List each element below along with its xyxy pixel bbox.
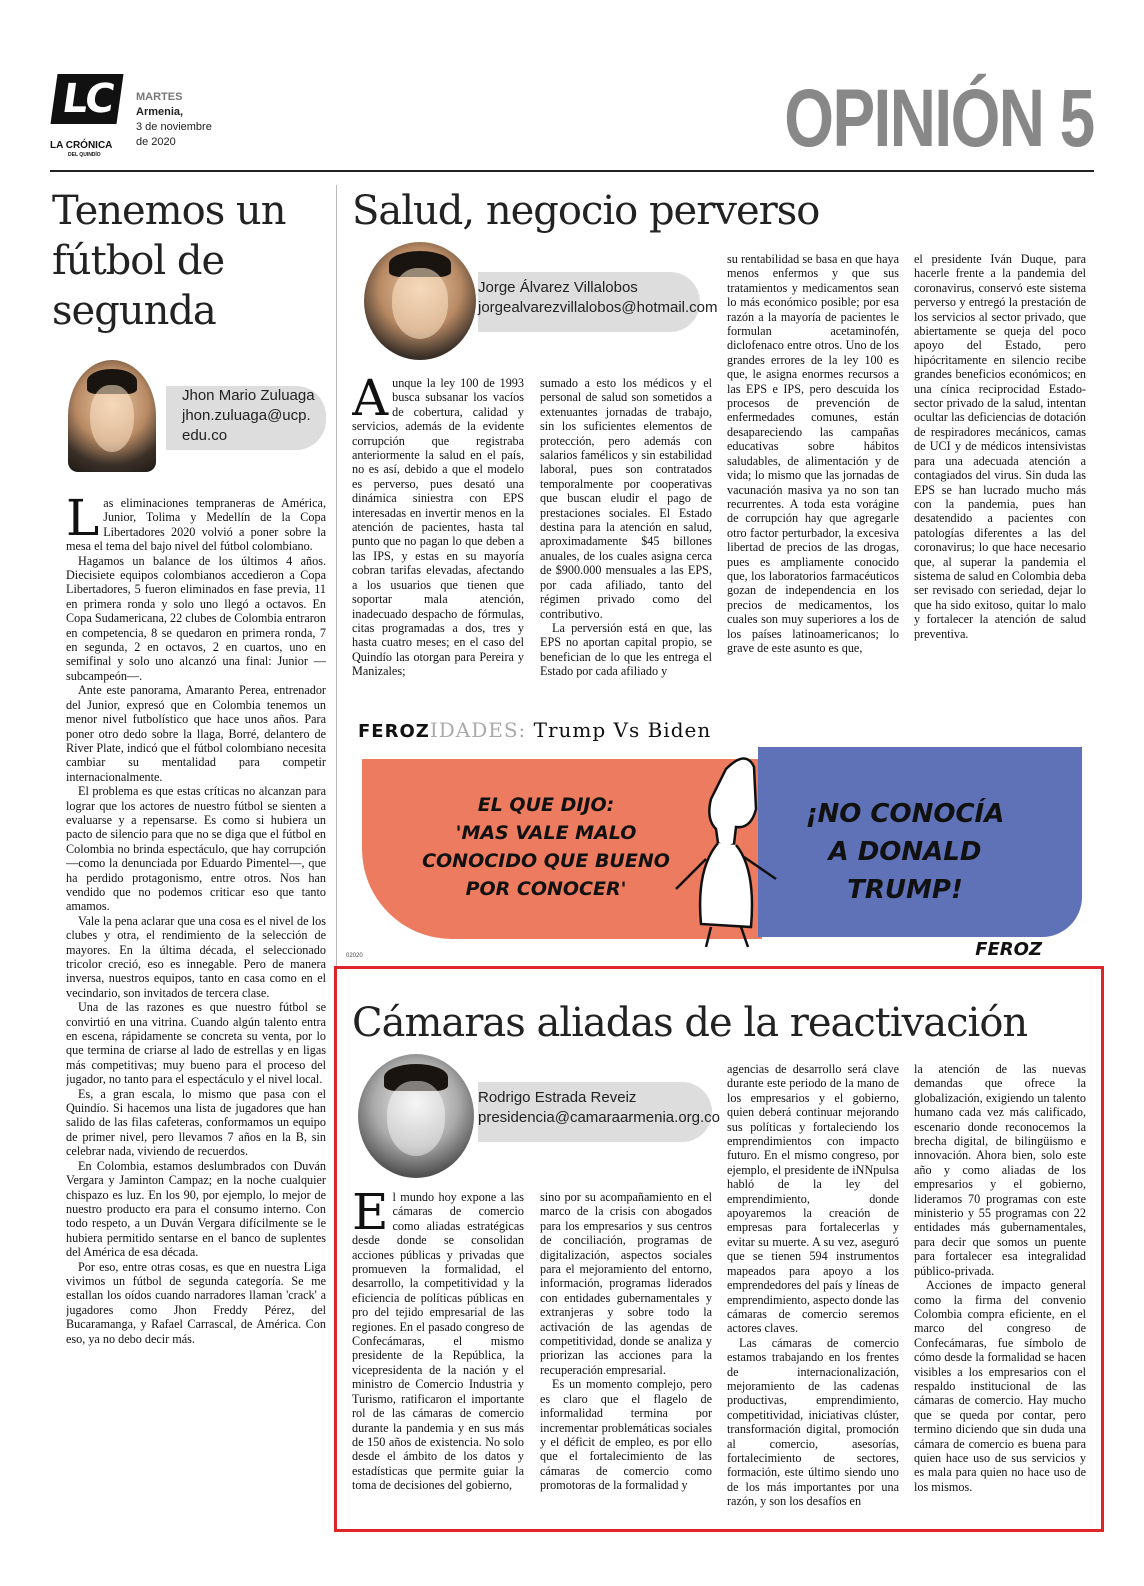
paragraph: sumado a esto los médicos y el personal de salud son sometidos a extenuantes jornadas de trabajo, sin los suficientes elementos de protección, pero además con salarios famélicos y sin estabilidad laboral, pues son contratados temporalmente por cooperativas que buscan eludir el pago de prestaciones sociales. El Estado destina para la atención en salud, aproximadamente $45 billones anuales, de los cuales asigna cerca de $900.000 mensuales a las EPS, por cada afiliado, tanto del régimen privado como del contributivo. [540,376,712,621]
face-shape [90,385,134,452]
article-top-col1 [352,376,524,701]
dateline-year: de 2020 [136,136,176,148]
article-top-headline: Salud, negocio perverso [352,188,820,234]
dropcap: L [66,496,100,547]
article-top-col2 [540,376,712,701]
paragraph: su rentabilidad se basa en que haya menos enfermos y que sus tratamientos y medicamentos sean lo más económico posible; por esa razón a la mayoría de pacientes le formulan acetaminofén, diclofenaco entre otros. Uno de los grandes errores de la ley 100 es que, le asigna enormes recursos a las EPS e IPS, pero descuida los procesos de prevención de enfermedades comunes, están desapareciendo las campañas educativas sobre hábitos saludables, de alimentación y de vida; lo mismo que las jornadas de vacunación masiva ya no son tan recurrentes. A toda esta vorágine de corrupción hay que agregarle otro factor perturbador, la excesiva libertad de precios de las drogas, pues es ampliamente conocido que, los laboratorios farmacéuticos gozan de independencia en los precios de medicamentos, los cuales son muy superiores a los de los países latinoamericanos; lo grave de este asunto es que, [727,252,899,655]
paragraph: El mundo hoy expone a las cámaras de comercio como aliadas estratégicas desde donde se consolidan acciones públicas y privadas que promueven la formalidad, el desarrollo, la competitividad y la eficiencia de políticas públicas en pro del tejido empresarial de las regiones. En el pasado congreso de Confecámaras, el mismo presidente de la República, la vicepresidenta de la nación y el ministro de Comercio Industria y Turismo, ratificaron el importante rol de las cámaras de comercio durante la pandemia y en sus más de 150 años de existencia. No solo desde el ámbito de los datos y estadísticas que permite guiar la toma de decisiones del gobierno, [352,1190,524,1493]
author-email: jorgealvarezvillalobos@hotmail.com [478,299,718,316]
cartoon-left-text: EL QUE DIJO: 'MAS VALE MALO CONOCIDO QUE BUENO POR CONOCER' [422,794,670,900]
newspaper-logo [54,74,120,136]
face-shape [392,268,448,339]
paragraph: Ante este panorama, Amaranto Perea, entrenador del Junior, expresó que en Colombia tenemos un menor nivel futbolístico que hace unos años. Para poner otro dedo sobre la llaga, Borré, delantero de River Plate, indicó que el fútbol colombiano necesita cambiar su mentalidad para competir internacionalmente. [66,683,326,784]
masthead-rule [50,170,1094,172]
section-title: OPINIÓN 5 [784,73,1094,164]
author-box-zuluaga [166,386,326,450]
article-bottom-col4 [914,1062,1086,1520]
author-photo-alvarez [364,242,476,360]
cartoon-topic: Trump Vs Biden [533,718,712,742]
author-box-alvarez [478,272,718,332]
paragraph: El problema es que estas críticas no alcanzan para lograr que los actores de nuestro fútbol se sienten a evaluarse y a repensarse. Es como si hubiera un pacto de silencio para que no se diga que el fútbol en Colombia no brinda espectáculo, que hay corrupción —como la denunciada por Eduardo Pimentel—, que ha perdido protagonismo, entre otros. Nos han vendido que no podemos criticar eso que tanto amamos. [66,784,326,914]
author-email-1: jhon.zuluaga@ucp. [182,407,311,424]
paragraph: Las eliminaciones tempraneras de América, Junior, Tolima y Medellín de la Copa Libertadores 2020 volvió a poner sobre la mesa el tema del bajo nivel del fútbol colombiano. [66,496,326,554]
dateline-city: Armenia, [136,106,184,118]
author-box-estrada [478,1082,721,1142]
paragraph: Vale la pena aclarar que una cosa es el nivel de los clubes y otra, el rendimiento de la selección de mayores. En la última década, el seleccionado tricolor creció, eso es innegable. Pero de manera inversa, nuestros equipos, tanto en casa como en el vecindario, son invitados de tercera clase. [66,913,326,1000]
paragraph: Aunque la ley 100 de 1993 busca subsanar los vacíos de cobertura, calidad y servicios, además de la evidente corrupción que registraba anteriormente la salud en el país, no es así, debido a que el modelo es perverso, pues desató una dinámica siniestra con EPS interesadas en invertir menos en la atención de pacientes, hasta tal punto que no pagan lo que deben a las IPS, y estas en su mayoría cobran tarifas elevadas, afectando a los usuarios que tienen que soportar mala atención, inadecuado despacho de fórmulas, citas programadas a dos, tres y hasta cuatro meses; en el caso del Quindío las otorgan para Pereira y Manizales; [352,376,524,679]
paragraph: Una de las razones es que nuestro fútbol se convirtió en una vitrina. Cuando algún talento entra en escena, rápidamente se concreta su venta, por lo que termina de criarse al lado de estrellas y en ligas más competitivas; muy bueno para el proceso del jugador, no tanto para el espectáculo y el nivel local. [66,1000,326,1087]
cartoon-right-text: ¡NO CONOCÍA A DONALD TRUMP! [805,799,1005,905]
logo-letters: LC [50,74,123,124]
cartoon-label-light: IDADES: [429,718,527,742]
face-shape [387,1081,445,1155]
paragraph: Por eso, entre otras cosas, es que en nuestra Liga vivimos un fútbol de segunda categoría. Se me estallan los oídos cuando narradores llaman 'crack' a jugadores como Jhon Freddy Pérez, del Bucaramanga, y Rafael Carrascal, de América. Con eso, ya no debo decir más. [66,1259,326,1346]
paragraph: agencias de desarrollo será clave durante este periodo de la mano de los empresarios y el gobierno, quien deberá continuar mejorando sus políticas y fortaleciendo los emprendimientos con impacto futuro. En el mismo congreso, por ejemplo, el presidente de iNNpulsa habló de la ley del emprendimiento, donde apoyaremos la creación de empresas para fortalecerlas y evitar su muerte. A su vez, aseguró que se tienen 594 instrumentos mapeados para apoyo a los emprendedores del país y líneas de emprendimiento, aspecto donde las cámaras de comercio seremos actores claves. [727,1062,899,1336]
cartoon-label-bold: FEROZ [358,721,430,742]
author-email-2: edu.co [182,427,228,444]
article-bottom-headline: Cámaras aliadas de la reactivación [352,1000,1028,1046]
paragraph: sino por su acompañamiento en el marco de la crisis con abogados para los empresarios y sus centros de conciliación, programas de digitalización, aspectos sociales para el mejoramiento del entorno, información, programas liderados con entidades gubernamentales y extranjeras y sobre todo la activación de las agendas de competitividad, donde se analiza y priorizan las acciones para la recuperación empresarial. [540,1190,712,1377]
logo-subtitle: DEL QUINDÍO [68,152,101,158]
author-email: presidencia@camaraarmenia.org.co [478,1109,721,1126]
paragraph: Hagamos un balance de los últimos 4 años. Diecisiete equipos colombianos accedieron a Copa Libertadores, 5 fueron eliminados en fase previa, 11 en primera ronda y solo uno llegó a octavos. En Copa Sudamericana, 22 clubes de Colombia entraron en competencia, 8 se quedaron en primera ronda, 7 en segunda, 2 en octavos, 2 en cuartos, uno en semifinal y solo uno alcanzó una final: Junior —subcampeón—. [66,553,326,683]
author-photo-estrada [358,1054,474,1178]
cartoon-signature: FEROZ [975,939,1042,960]
article-left-body [66,496,326,1526]
dateline-date: 3 de noviembre [136,121,212,133]
cartoon [346,745,1082,967]
article-top-col3 [727,252,899,701]
article-left-headline: Tenemos un fútbol de segunda [52,188,286,334]
author-photo-zuluaga [68,360,156,472]
dateline [136,90,212,150]
paragraph: En Colombia, estamos deslumbrados con Duván Vergara y Jaminton Campaz; en la noche cualquier chispazo es luz. En los 90, por ejemplo, lo mejor de nuestro producto era para el consumo interno. Con todo respeto, a un Duván Vergara difícilmente se le hubiera permitido sentarse en el banco de suplentes del América de esa década. [66,1158,326,1260]
paragraph: Es, a gran escala, lo mismo que pasa con el Quindío. Si hacemos una lista de jugadores que han salido de las filas cafeteras, conformamos un equipo de primer nivel, pero llevamos 7 años en la B, sin celebrar nada, viviendo de recuerdos. [66,1086,326,1159]
logo-name: LA CRÓNICA [50,140,113,151]
article-top-col4 [914,252,1086,701]
cartoon-character-icon [656,749,806,949]
cartoon-code: 02020 [346,953,363,959]
paragraph: La perversión está en que, las EPS no aportan capital propio, se benefician de lo que les entrega el Estado por cada afiliado y [540,620,712,679]
dateline-day: MARTES [136,91,183,103]
article-bottom-col1 [352,1190,524,1520]
article-bottom-col2 [540,1190,712,1520]
dropcap: E [352,1190,389,1241]
masthead [50,70,1094,170]
paragraph: Acciones de impacto general como la firma del convenio Colombia compra eficiente, en el marco del congreso de Confecámaras, fue símbolo de cómo desde la formalidad se hacen visibles a los empresarios con el respaldo institucional de las cámaras de comercio. Hay mucho que se queda por contar, pero termino diciendo que sin duda una cámara de comercio es buena para quien hace uso de sus servicios y es mala para quien no hace uso de los mismos. [914,1278,1086,1494]
cartoon-label [358,718,711,742]
paragraph: el presidente Iván Duque, para hacerle frente a la pandemia del coronavirus, conservó este sistema perverso y entregó la prestación de los servicios al sector privado, que abiertamente se queja del poco apoyo del Estado, pero hipócritamente en silencio recibe grandes beneficios económicos; en una cínica reciprocidad Estado-sector privado de la salud, intentan ocultar las deficiencias de dotación de respiradores mecánicos, camas de UCI y de médicos intensivistas para una adecuada atención a contagiados del virus. Sin duda las EPS se han lucrado mucho más con la pandemia, pues han desatendido a pacientes con patologías diferentes a las del coronavirus; lo que hace necesario que, al superar la pandemia el sistema de salud en Colombia deba ser revisado con seriedad, dejar lo que ha sido exitoso, quitar lo malo y fortalecer la atención de salud preventiva. [914,252,1086,641]
paragraph: la atención de las nuevas demandas que ofrece la globalización, exigiendo un talento humano cada vez más calificado, escenario donde reconocemos la brecha digital, de bilingüismo e innovación. Ahora bien, solo este año y como aliadas de los empresarios y el gobierno, lideramos 70 programas con este ministerio y 55 programas con 22 entidades más gubernamentales, para decir que somos un puente para fortalecer esa integralidad público-privada. [914,1062,1086,1278]
paragraph: Es un momento complejo, pero es claro que el flagelo de informalidad termina por incrementar problemáticas sociales y el déficit de empleo, es por ello que el fortalecimiento de las cámaras de comercio como promotoras de la formalidad y [540,1377,712,1493]
author-name: Rodrigo Estrada Reveiz [478,1089,637,1106]
author-name: Jhon Mario Zuluaga [182,387,315,404]
author-name: Jorge Álvarez Villalobos [478,279,638,296]
paragraph: Las cámaras de comercio estamos trabajando en los frentes de internacionalización, mejoramiento de las cadenas productivas, emprendimiento, competitividad, iniciativas clúster, transformación digital, promoción al comercio, asesorías, fortalecimiento de sectores, formación, este último siendo uno de los más importantes por una razón, y son los desafíos en [727,1335,899,1509]
dropcap: A [352,376,389,427]
article-bottom-col3 [727,1062,899,1520]
